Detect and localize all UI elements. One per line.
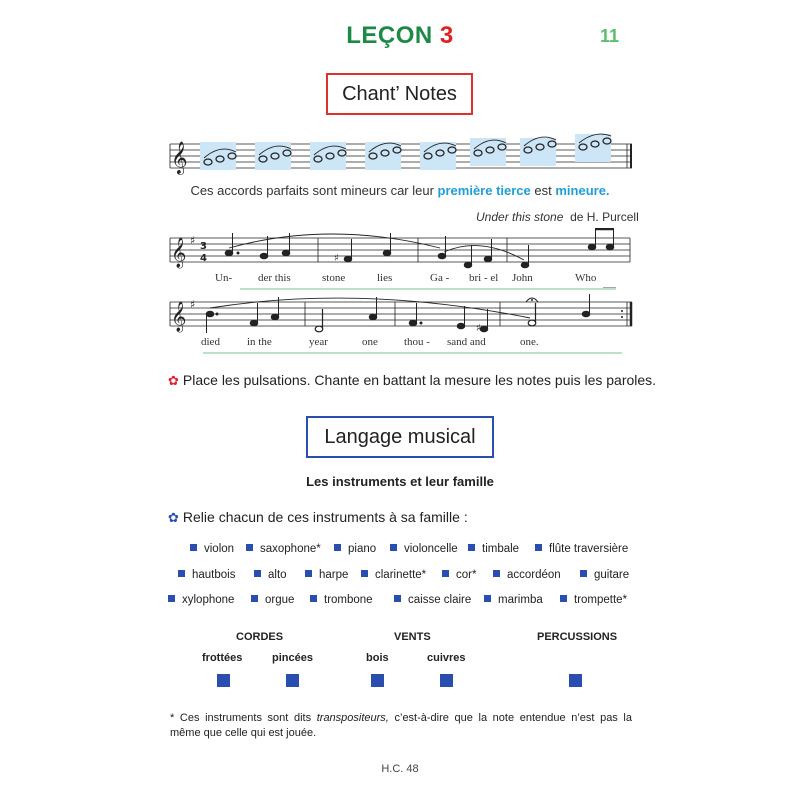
instruction-relie xyxy=(168,509,468,526)
lyric-syllable: one xyxy=(362,336,378,348)
instrument-item[interactable]: accordéon xyxy=(493,569,561,581)
caption-highlight-2: mineure. xyxy=(555,183,610,198)
target-square-percussions[interactable] xyxy=(569,674,582,687)
lyric-syllable: year xyxy=(309,336,328,348)
footnote-text-end: c’est-à-dire que la note entendue n’est pas la même que celle qui est jouée. xyxy=(170,712,632,739)
instrument-item[interactable]: guitare xyxy=(580,569,629,581)
section-title-langage-musical: Langage musical xyxy=(306,416,494,458)
song-attribution xyxy=(476,210,639,224)
connector-square-icon xyxy=(254,570,261,577)
lyric-syllable: stone xyxy=(322,272,346,284)
subfamily-frottees: frottées xyxy=(202,652,243,664)
instrument-item[interactable]: alto xyxy=(254,569,287,581)
sharp-icon: ♯ xyxy=(476,323,481,334)
lyric-syllable: der this xyxy=(258,272,291,284)
caption-text-mid: est xyxy=(530,183,556,198)
time-sig-bottom: 4 xyxy=(200,253,207,264)
instrument-row-1 xyxy=(0,543,800,559)
connector-square-icon xyxy=(190,544,197,551)
lyric-syllable: in the xyxy=(247,336,272,348)
chord-staff xyxy=(0,130,800,190)
lyrics-line-1 xyxy=(0,272,800,286)
lyrics-line-2 xyxy=(0,336,800,350)
lesson-word: LEÇON xyxy=(346,22,433,49)
connector-square-icon xyxy=(246,544,253,551)
connector-square-icon xyxy=(390,544,397,551)
instrument-row-3 xyxy=(0,594,800,610)
target-square-bois[interactable] xyxy=(371,674,384,687)
time-sig-top: 3 xyxy=(200,241,207,252)
lyric-syllable: died xyxy=(201,336,220,348)
treble-clef-icon: 𝄞 xyxy=(171,141,188,174)
instrument-item[interactable]: clarinette* xyxy=(361,569,426,581)
instrument-item[interactable]: hautbois xyxy=(178,569,235,581)
connector-square-icon xyxy=(442,570,449,577)
family-vents: VENTS xyxy=(394,631,431,643)
instruction-text: Place les pulsations. Chante en battant la mesure les notes puis les paroles. xyxy=(182,372,657,388)
lyric-syllable: thou - xyxy=(404,336,430,348)
footnote xyxy=(170,711,632,741)
instruction-text: Relie chacun de ces instruments à sa famille : xyxy=(182,509,468,525)
lesson-title xyxy=(0,22,800,50)
connector-square-icon xyxy=(468,544,475,551)
target-square-cuivres[interactable] xyxy=(440,674,453,687)
target-square-pincees[interactable] xyxy=(286,674,299,687)
lyric-line-rule xyxy=(0,351,800,355)
instrument-item[interactable]: trombone xyxy=(310,594,373,606)
subfamily-bois: bois xyxy=(366,652,389,664)
sharp-icon: ♯ xyxy=(190,234,196,247)
instrument-item[interactable]: harpe xyxy=(305,569,348,581)
instrument-item[interactable]: trompette* xyxy=(560,594,627,606)
connector-square-icon xyxy=(535,544,542,551)
connector-square-icon xyxy=(484,595,491,602)
page-number: 11 xyxy=(600,26,620,46)
instrument-item[interactable]: flûte traversière xyxy=(535,543,628,555)
connector-square-icon xyxy=(168,595,175,602)
lesson-number: 3 xyxy=(439,22,454,49)
treble-clef-icon: 𝄞 xyxy=(171,238,187,268)
lyric-syllable: one. xyxy=(520,336,539,348)
connector-square-icon xyxy=(251,595,258,602)
instruction-pulse xyxy=(168,372,656,389)
connector-square-icon xyxy=(178,570,185,577)
connector-square-icon xyxy=(394,595,401,602)
connector-square-icon xyxy=(334,544,341,551)
lyric-syllable: Un- xyxy=(215,272,233,284)
footnote-italic: transpositeurs, xyxy=(316,712,389,724)
subfamily-cuivres: cuivres xyxy=(427,652,466,664)
connector-square-icon xyxy=(305,570,312,577)
instrument-item[interactable]: saxophone* xyxy=(246,543,321,555)
instrument-item[interactable]: xylophone xyxy=(168,594,234,606)
section-title-chant-notes: Chant’ Notes xyxy=(326,73,473,115)
subfamily-pincees: pincées xyxy=(272,652,313,664)
instrument-item[interactable]: piano xyxy=(334,543,376,555)
composer: de H. Purcell xyxy=(570,210,639,224)
instrument-item[interactable]: caisse claire xyxy=(394,594,471,606)
sharp-icon: ♯ xyxy=(334,253,339,264)
lyric-syllable: John xyxy=(512,272,533,284)
section-subtitle: Les instruments et leur famille xyxy=(306,474,494,489)
flower-icon: ✿ xyxy=(168,373,179,388)
instrument-item[interactable]: orgue xyxy=(251,594,294,606)
lyric-syllable: Who xyxy=(575,272,597,284)
lyric-syllable: lies xyxy=(377,272,393,284)
lyric-syllable: bri - el xyxy=(469,272,499,284)
lyric-syllable: Ga - xyxy=(430,272,450,284)
chord-caption xyxy=(0,183,800,198)
footnote-text: * Ces instruments sont dits xyxy=(170,712,317,724)
family-percussions: PERCUSSIONS xyxy=(537,631,618,643)
connector-square-icon xyxy=(560,595,567,602)
target-square-frottees[interactable] xyxy=(217,674,230,687)
caption-text: Ces accords parfaits sont mineurs car leur xyxy=(190,183,438,198)
connector-square-icon xyxy=(493,570,500,577)
instrument-item[interactable]: timbale xyxy=(468,543,519,555)
instrument-item[interactable]: violon xyxy=(190,543,234,555)
treble-clef-icon: 𝄞 xyxy=(171,302,187,332)
sharp-icon: ♯ xyxy=(190,298,196,311)
connector-square-icon xyxy=(310,595,317,602)
instrument-item[interactable]: cor* xyxy=(442,569,476,581)
caption-highlight-1: première tierce xyxy=(437,183,531,198)
instrument-item[interactable]: marimba xyxy=(484,594,543,606)
connector-square-icon xyxy=(361,570,368,577)
piece-title: Under this stone xyxy=(476,210,564,224)
connector-square-icon xyxy=(580,570,587,577)
instrument-item[interactable]: violoncelle xyxy=(390,543,458,555)
lyric-syllable: sand and xyxy=(447,336,486,348)
family-cordes: CORDES xyxy=(236,631,284,643)
instrument-row-2 xyxy=(0,569,800,585)
flower-icon: ✿ xyxy=(168,510,179,525)
page-footer: H.C. 48 xyxy=(381,763,419,775)
